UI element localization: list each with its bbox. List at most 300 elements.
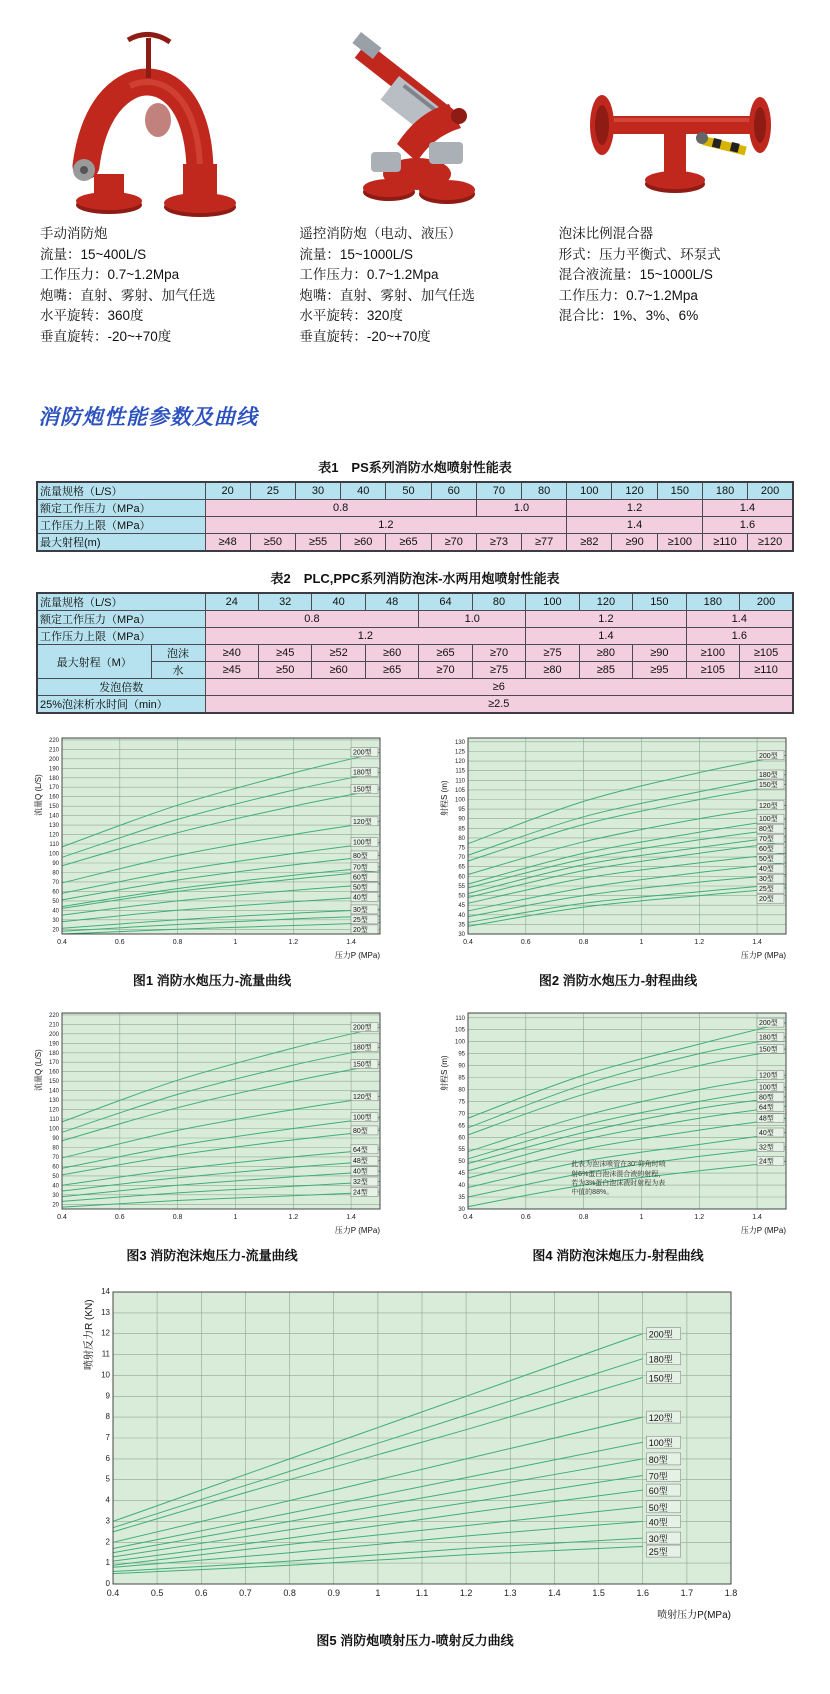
svg-text:100型: 100型 [648,1438,673,1449]
product-spec-line: 工作压力：0.7~1.2Mpa [299,267,439,283]
svg-text:6: 6 [105,1453,110,1463]
chart-row-1 [0,730,830,989]
table-cell: ≥65 [386,534,431,552]
svg-text:1: 1 [233,1214,238,1222]
svg-text:64型: 64型 [353,1146,368,1154]
svg-text:110: 110 [455,1015,465,1022]
svg-text:100: 100 [48,851,59,858]
table-cell: 50 [386,482,431,500]
svg-text:32型: 32型 [759,1144,774,1152]
table-cell: ≥75 [526,645,579,662]
table-cell: 1.6 [686,628,793,645]
product-spec-line: 形式：压力平衡式、环泵式 [558,246,721,262]
table-cell: 180 [702,482,747,500]
svg-text:80: 80 [458,835,465,842]
table-cell: ≥100 [657,534,702,552]
svg-text:20型: 20型 [759,896,774,904]
table-cell: 64 [419,593,472,611]
svg-text:80型: 80型 [353,852,368,860]
chart-row-2 [0,1005,830,1264]
svg-text:45: 45 [458,903,465,910]
svg-text:35: 35 [458,922,465,929]
product-spec-line: 炮嘴：直射、雾射、加气任选 [299,287,475,303]
table-cell: 工作压力上限（MPa） [37,517,205,534]
svg-text:30型: 30型 [353,906,368,914]
svg-text:40: 40 [52,1183,59,1190]
table-cell: ≥65 [419,645,472,662]
table-cell: ≥70 [472,645,525,662]
svg-text:150: 150 [48,1079,59,1086]
table-cell: ≥105 [686,662,739,679]
svg-text:40: 40 [52,908,59,915]
svg-text:180型: 180型 [353,1044,372,1052]
table-cell: ≥2.5 [205,696,793,714]
svg-text:115: 115 [455,768,465,775]
svg-text:1.2: 1.2 [694,1214,705,1222]
table-title: 表2 PLC,PPC系列消防泡沫-水两用炮喷射性能表 [270,571,560,587]
svg-text:120: 120 [454,759,465,766]
table-cell: ≥52 [312,645,365,662]
svg-text:150型: 150型 [353,786,372,794]
svg-text:70型: 70型 [759,836,774,844]
svg-text:1.4: 1.4 [548,1588,561,1599]
svg-text:40型: 40型 [759,866,774,874]
product-spec-line: 工作压力：0.7~1.2Mpa [558,287,698,303]
svg-text:90: 90 [458,1063,465,1070]
svg-text:150型: 150型 [759,1046,778,1054]
table-cell: 1.2 [205,628,526,645]
svg-text:220: 220 [48,1012,59,1019]
svg-text:150型: 150型 [759,782,778,790]
performance-tables-section [0,457,830,714]
svg-text:150型: 150型 [648,1373,673,1384]
svg-text:100: 100 [454,797,465,804]
svg-text:55: 55 [458,1147,465,1154]
svg-text:120: 120 [48,832,59,839]
svg-text:120型: 120型 [648,1413,673,1424]
svg-text:200型: 200型 [759,1020,778,1028]
svg-text:125: 125 [454,749,465,756]
product-spec-line: 垂直旋转：-20~+70度 [299,328,431,344]
table-cell: 180 [686,593,739,611]
svg-text:喷射反力R (KN): 喷射反力R (KN) [84,1299,95,1371]
table-cell: 最大射程（M） [37,645,151,679]
svg-text:0.6: 0.6 [195,1588,208,1599]
chart-fig3 [32,1005,392,1237]
svg-text:80: 80 [52,1145,59,1152]
svg-text:0.4: 0.4 [463,939,473,947]
svg-text:1.5: 1.5 [592,1588,605,1599]
svg-text:85: 85 [458,826,465,833]
svg-text:0.7: 0.7 [239,1588,252,1599]
svg-text:210: 210 [48,1022,59,1029]
svg-text:24型: 24型 [353,1189,368,1197]
chart-caption-fig4: 图4 消防泡沫炮压力-射程曲线 [532,1248,704,1264]
svg-text:110: 110 [49,842,59,849]
svg-text:80型: 80型 [759,1094,774,1102]
svg-text:1: 1 [639,939,644,947]
svg-text:130: 130 [48,823,59,830]
table-cell: 0.8 [205,500,476,517]
svg-text:0.6: 0.6 [520,1214,531,1222]
chart-caption-fig1: 图1 消防水炮压力-流量曲线 [132,973,292,989]
table-cell: ≥100 [686,645,739,662]
svg-text:180型: 180型 [759,772,778,780]
svg-text:80: 80 [52,870,59,877]
table-block [36,568,794,714]
svg-text:1.3: 1.3 [504,1588,517,1599]
table-cell: 0.8 [205,611,419,628]
svg-text:5: 5 [105,1474,110,1484]
svg-text:30型: 30型 [648,1534,668,1545]
figure-fig1 [32,730,392,989]
svg-text:70: 70 [52,1154,59,1161]
table-cell: ≥105 [740,645,793,662]
plot-area [62,1013,380,1209]
svg-text:170: 170 [48,785,59,792]
table-title: 表1 PS系列消防水炮喷射性能表 [318,460,512,476]
svg-text:0.6: 0.6 [114,939,125,947]
svg-text:流量Q (L/S): 流量Q (L/S) [34,1049,43,1092]
svg-text:70: 70 [458,855,465,862]
svg-text:105: 105 [454,1027,465,1034]
product-title: 泡沫比例混合器 [558,226,654,241]
table-cell: ≥80 [526,662,579,679]
svg-text:50型: 50型 [353,884,368,892]
svg-text:100型: 100型 [759,1084,778,1092]
svg-text:200型: 200型 [648,1329,673,1340]
table-cell: 70 [476,482,521,500]
svg-text:14: 14 [101,1287,110,1297]
svg-text:100: 100 [454,1039,465,1046]
svg-text:160: 160 [48,1069,59,1076]
svg-text:50: 50 [52,898,59,905]
svg-text:90: 90 [52,861,59,868]
table-cell: 25 [250,482,295,500]
product-spec-line: 混合液流量：15~1000L/S [558,267,713,283]
remote-monitor-shapes [353,32,476,204]
svg-text:流量Q (L/S): 流量Q (L/S) [34,774,43,817]
svg-text:0.4: 0.4 [57,939,67,947]
table-cell: ≥60 [341,534,386,552]
table-cell: ≥70 [419,662,472,679]
svg-text:1: 1 [375,1588,381,1599]
svg-text:50型: 50型 [648,1502,668,1513]
table-cell: 工作压力上限（MPa） [37,628,205,645]
table-cell: ≥80 [579,645,632,662]
table-cell: ≥45 [258,645,311,662]
svg-text:1.2: 1.2 [288,939,299,947]
table-cell: 40 [312,593,365,611]
table-cell: ≥50 [258,662,311,679]
table-cell: 30 [295,482,340,500]
svg-text:30: 30 [458,932,465,939]
svg-text:65: 65 [458,1123,465,1130]
svg-text:70: 70 [52,879,59,886]
svg-text:9: 9 [105,1391,110,1401]
product-gallery [0,0,830,347]
svg-text:64型: 64型 [759,1104,774,1112]
svg-text:160: 160 [48,794,59,801]
svg-text:12: 12 [101,1328,110,1338]
performance-table [36,481,794,552]
svg-text:60型: 60型 [759,846,774,854]
product-spec-line: 工作压力：0.7~1.2Mpa [40,267,180,283]
svg-text:0.8: 0.8 [578,1214,589,1222]
svg-text:95: 95 [458,1051,465,1058]
svg-text:120型: 120型 [353,1093,372,1101]
svg-text:1.7: 1.7 [680,1588,694,1599]
svg-text:130: 130 [454,739,465,746]
table-cell: 流量规格（L/S） [37,593,205,611]
svg-text:75: 75 [458,1099,465,1106]
product-spec-line: 水平旋转：320度 [299,308,403,324]
svg-text:190: 190 [48,1041,59,1048]
svg-text:30: 30 [458,1207,465,1214]
product-spec-line: 混合比：1%、3%、6% [558,308,699,324]
svg-text:55: 55 [458,884,465,891]
product-title: 手动消防炮 [40,226,108,241]
table-cell: 水 [151,662,205,679]
svg-text:1.2: 1.2 [694,939,705,947]
svg-text:射程S (m): 射程S (m) [440,780,449,817]
plot-area [468,738,786,934]
svg-text:85: 85 [458,1075,465,1082]
svg-text:100: 100 [48,1126,59,1133]
svg-text:200: 200 [48,1031,59,1038]
svg-text:喷射压力P(MPa): 喷射压力P(MPa) [657,1610,731,1622]
table-cell: 60 [431,482,476,500]
figure-fig2 [438,730,798,989]
svg-text:1.4: 1.4 [752,939,762,947]
svg-text:30型: 30型 [759,876,774,884]
table-cell: 150 [633,593,686,611]
svg-text:射程S (m): 射程S (m) [440,1055,449,1092]
product-card [559,24,804,347]
svg-text:80: 80 [458,1087,465,1094]
svg-text:40: 40 [458,1183,465,1190]
table-cell: ≥55 [295,534,340,552]
svg-text:140: 140 [48,1088,59,1095]
svg-text:压力P (MPa): 压力P (MPa) [740,1226,786,1236]
svg-text:120型: 120型 [353,818,372,826]
table-cell: ≥82 [567,534,612,552]
svg-text:0.6: 0.6 [520,939,531,947]
svg-text:1.2: 1.2 [459,1588,473,1599]
svg-text:150型: 150型 [353,1061,372,1069]
svg-text:32型: 32型 [353,1179,368,1187]
svg-text:30: 30 [52,1192,59,1199]
svg-text:4: 4 [105,1495,110,1505]
svg-text:压力P (MPa): 压力P (MPa) [740,951,786,961]
product-image [559,24,804,224]
svg-text:3: 3 [105,1516,110,1526]
svg-text:40型: 40型 [648,1517,668,1528]
table-cell: ≥60 [312,662,365,679]
svg-text:60: 60 [458,1135,465,1142]
table-cell: 1.2 [526,611,686,628]
table-cell: 100 [567,482,612,500]
table-cell: 1.2 [205,517,567,534]
svg-text:压力P (MPa): 压力P (MPa) [334,951,380,961]
svg-text:40型: 40型 [353,894,368,902]
table-cell: 80 [472,593,525,611]
table-cell: ≥90 [612,534,657,552]
table-cell: 120 [579,593,632,611]
product-card [40,24,285,347]
table-cell: ≥85 [579,662,632,679]
svg-text:1: 1 [639,1214,644,1222]
svg-text:8: 8 [105,1412,110,1422]
product-title: 遥控消防炮（电动、液压） [299,226,462,241]
svg-text:210: 210 [48,747,59,754]
table-cell: 1.0 [476,500,566,517]
svg-text:100型: 100型 [353,1114,372,1122]
table-cell: 1.0 [419,611,526,628]
svg-text:180型: 180型 [353,769,372,777]
svg-text:150: 150 [48,804,59,811]
product-spec-line: 流量：15~1000L/S [299,246,414,262]
svg-text:0.8: 0.8 [283,1588,296,1599]
chart-caption-fig3: 图3 消防泡沫炮压力-流量曲线 [126,1248,298,1264]
table-cell: 32 [258,593,311,611]
chart-fig2 [438,730,798,962]
table-cell: ≥110 [702,534,747,552]
svg-text:11: 11 [101,1349,110,1359]
performance-table [36,592,794,714]
svg-text:220: 220 [48,737,59,744]
svg-text:20: 20 [52,1202,59,1209]
svg-text:0.8: 0.8 [172,1214,183,1222]
table-cell: ≥110 [740,662,793,679]
svg-text:65: 65 [458,864,465,871]
svg-text:0.5: 0.5 [150,1588,164,1599]
table-cell: 25%泡沫析水时间（min） [37,696,205,714]
svg-text:120型: 120型 [759,1072,778,1080]
table-cell: 1.2 [567,500,703,517]
svg-text:20型: 20型 [353,926,368,934]
svg-text:1.2: 1.2 [288,1214,299,1222]
svg-text:0.9: 0.9 [327,1588,340,1599]
table-cell: 1.4 [526,628,686,645]
svg-text:0: 0 [105,1579,110,1589]
svg-text:0.4: 0.4 [106,1588,120,1599]
svg-text:2: 2 [105,1537,110,1547]
svg-text:60型: 60型 [648,1486,668,1497]
table-cell: 24 [205,593,258,611]
svg-text:40型: 40型 [353,1168,368,1176]
table-cell: ≥65 [365,662,418,679]
table-cell: 20 [205,482,250,500]
table-cell: 200 [740,593,793,611]
svg-text:48型: 48型 [759,1115,774,1123]
svg-text:90: 90 [52,1136,59,1143]
table-cell: ≥75 [472,662,525,679]
svg-text:200型: 200型 [353,1024,372,1032]
svg-text:200型: 200型 [353,749,372,757]
product-spec-line: 垂直旋转：-20~+70度 [40,328,172,344]
svg-text:200: 200 [48,756,59,763]
svg-text:48型: 48型 [353,1158,368,1166]
chart-fig4 [438,1005,798,1237]
svg-text:180型: 180型 [648,1354,673,1365]
table-cell: ≥90 [633,645,686,662]
figure-fig4 [438,1005,798,1264]
table-cell: ≥40 [205,645,258,662]
svg-text:200型: 200型 [759,752,778,760]
svg-text:110: 110 [455,778,465,785]
svg-text:105: 105 [454,787,465,794]
svg-text:120型: 120型 [759,802,778,810]
svg-text:190: 190 [48,766,59,773]
figure-fig3 [32,1005,392,1264]
table-cell: 泡沫 [151,645,205,662]
table-cell: 80 [522,482,567,500]
svg-text:10: 10 [101,1370,110,1380]
table-cell: ≥60 [365,645,418,662]
chart-note: 此表为泡沫喷管在30°仰角时喷射6%蛋白泡沫混合液的射程，若为3%蛋白泡沫液时射程为表中值的88%。 [571,1161,666,1196]
table-cell: 额定工作压力（MPa） [37,611,205,628]
svg-text:1.4: 1.4 [346,1214,356,1222]
table-cell: 150 [657,482,702,500]
svg-text:80型: 80型 [648,1454,668,1465]
svg-text:0.4: 0.4 [463,1214,473,1222]
series-labels [647,1328,681,1557]
svg-text:60型: 60型 [353,874,368,882]
svg-text:110: 110 [49,1117,59,1124]
svg-text:1.1: 1.1 [415,1588,429,1599]
table-cell: 48 [365,593,418,611]
svg-text:95: 95 [458,807,465,814]
svg-text:100型: 100型 [353,839,372,847]
table-cell: 40 [341,482,386,500]
svg-text:180: 180 [48,1050,59,1057]
series-labels [351,748,378,934]
svg-text:50: 50 [458,893,465,900]
svg-text:180: 180 [48,775,59,782]
svg-text:35: 35 [458,1195,465,1202]
table-cell: ≥77 [522,534,567,552]
svg-text:40: 40 [458,912,465,919]
product-card [299,24,544,347]
svg-text:20: 20 [52,927,59,934]
chart-fig5 [77,1282,753,1622]
chart-row-3 [0,1282,830,1649]
plot-area [62,738,380,934]
svg-text:80型: 80型 [353,1127,368,1135]
svg-text:45: 45 [458,1171,465,1178]
svg-text:0.8: 0.8 [578,939,589,947]
svg-text:压力P (MPa): 压力P (MPa) [334,1226,380,1236]
svg-text:90: 90 [458,816,465,823]
product-spec-line: 流量：15~400L/S [40,246,147,262]
svg-text:140: 140 [48,813,59,820]
svg-text:1: 1 [105,1558,110,1568]
product-image [40,24,285,224]
svg-text:180型: 180型 [759,1034,778,1042]
table-cell: 发泡倍数 [37,679,205,696]
svg-text:30: 30 [52,917,59,924]
table-cell: 100 [526,593,579,611]
table-cell: ≥50 [250,534,295,552]
svg-text:40型: 40型 [759,1130,774,1138]
svg-text:1.6: 1.6 [636,1588,649,1599]
svg-text:25型: 25型 [648,1547,668,1558]
product-spec-line: 水平旋转：360度 [40,308,144,324]
svg-text:0.6: 0.6 [114,1214,125,1222]
table-cell: 200 [748,482,793,500]
svg-text:130: 130 [48,1098,59,1105]
